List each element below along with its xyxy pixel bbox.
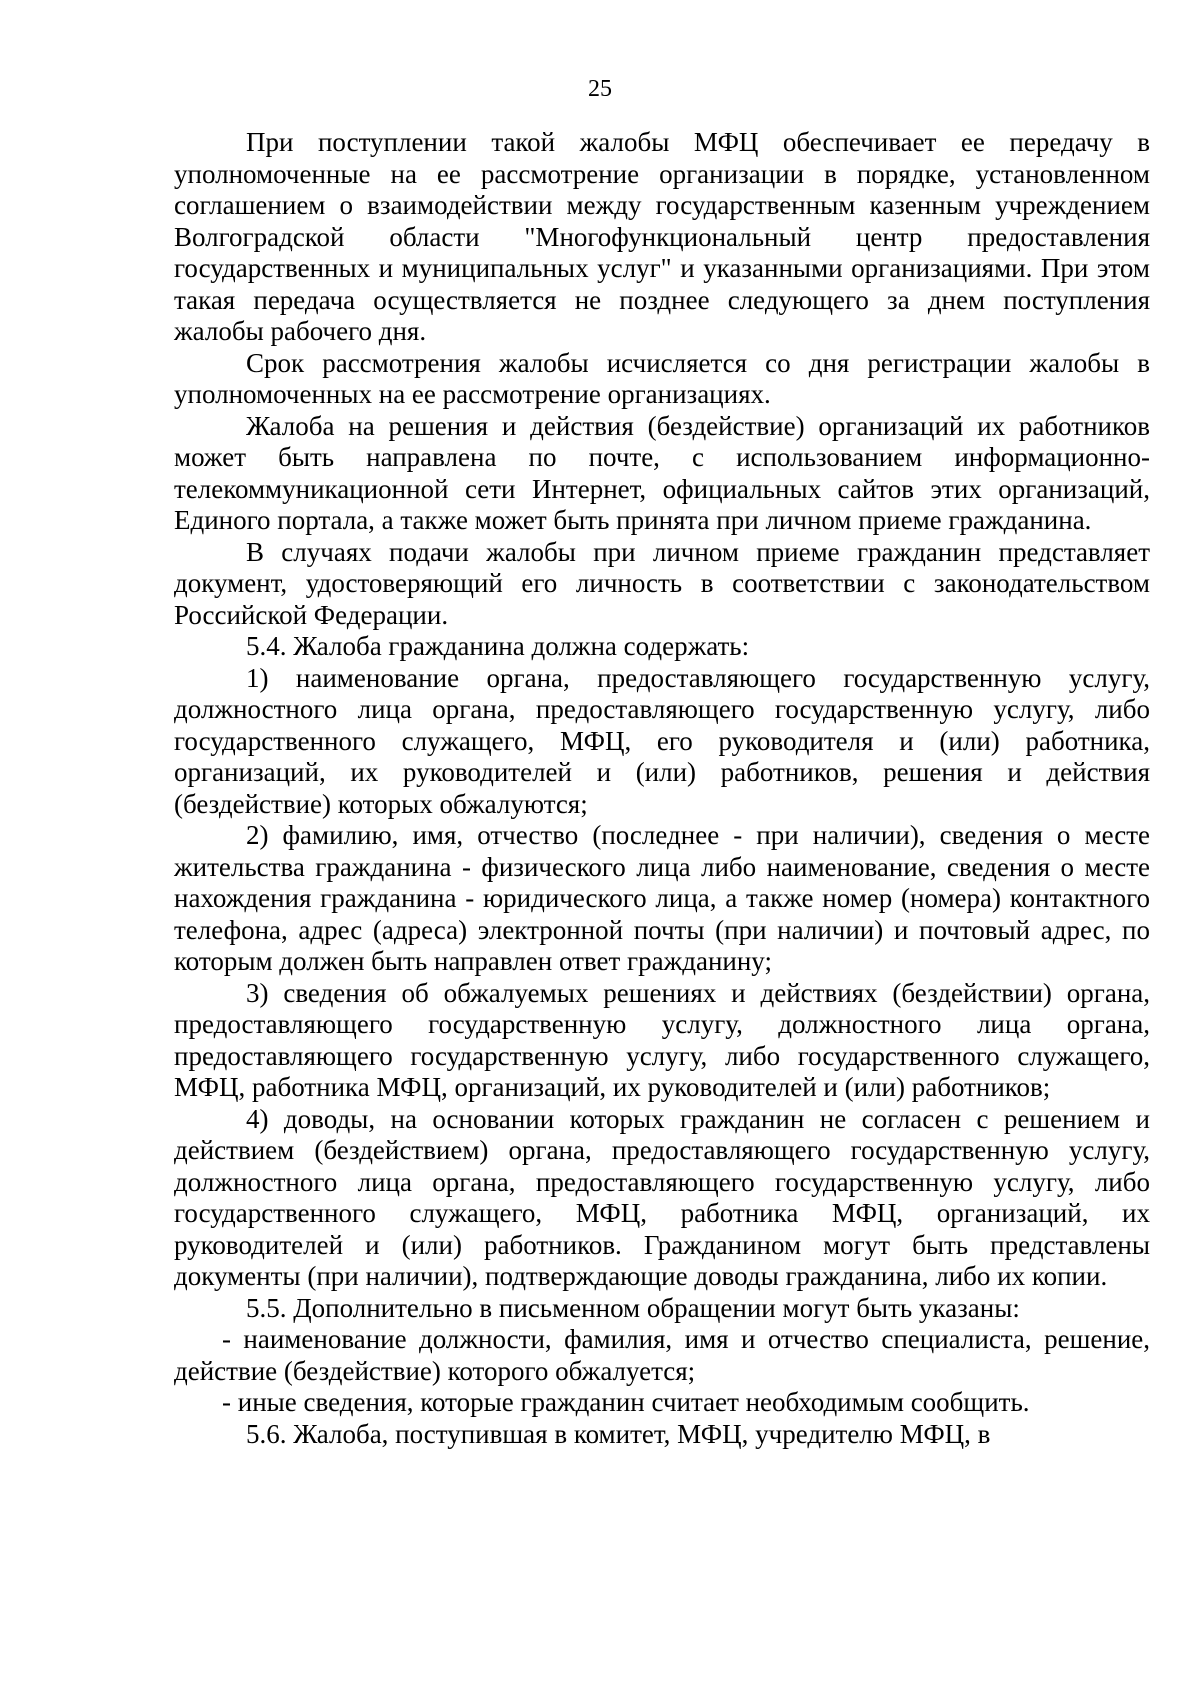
- list-item-2: 2) фамилию, имя, отчество (последнее - при наличии), сведения о месте жительства гражданина - физического лица либо наименование, сведения о месте нахождения гражданина - юридического лица, а также номер (номера) контактного телефона, адрес (адреса) электронной почты (при наличии) и почтовый адрес, по которым должен быть направлен ответ гражданину;: [174, 820, 1150, 976]
- dash-item-position: - наименование должности, фамилия, имя и отчество специалиста, решение, действие (бездействие) которого обжалуется;: [174, 1324, 1150, 1386]
- section-heading-5-4: 5.4. Жалоба гражданина должна содержать:: [246, 631, 750, 661]
- dash-item-other-info: - иные сведения, которые гражданин считает необходимым сообщить.: [222, 1387, 1030, 1417]
- paragraph-complaint-transfer: При поступлении такой жалобы МФЦ обеспечивает ее передачу в уполномоченные на ее рассмотрение организации в порядке, установленном соглашением о взаимодействии между государственным казенным учреждением Волгоградской области "Многофункциональный центр предоставления государственных и муниципальных услуг" и указанными организациями. При этом такая передача осуществляется не позднее следующего за днем поступления жалобы рабочего дня.: [174, 127, 1150, 346]
- list-item-1: 1) наименование органа, предоставляющего государственную услугу, должностного лица органа, предоставляющего государственную услугу, либо государственного служащего, МФЦ, его руководителя и (или) работника, организаций, их руководителей и (или) работников, решения и действия (бездействие) которых обжалуются;: [174, 662, 1150, 819]
- paragraph-identity-document: В случаях подачи жалобы при личном приеме гражданин представляет документ, удостоверяющий его личность в соответствии с законодательством Российской Федерации.: [174, 536, 1150, 630]
- page-number: 25: [588, 76, 612, 102]
- list-item-3: 3) сведения об обжалуемых решениях и действиях (бездействии) органа, предоставляющего государственную услугу, должностного лица органа, предоставляющего государственную услугу, либо государственного служащего, МФЦ, работника МФЦ, организаций, их руководителей и (или) работников;: [174, 977, 1150, 1102]
- paragraph-review-period: Срок рассмотрения жалобы исчисляется со дня регистрации жалобы в уполномоченных на ее рассмотрение организациях.: [174, 347, 1150, 409]
- list-item-4: 4) доводы, на основании которых гражданин не согласен с решением и действием (бездействием) органа, предоставляющего государственную услугу, должностного лица органа, предоставляющего государственную услугу, либо государственного служащего, МФЦ, работника МФЦ, организаций, их руководителей и (или) работников. Гражданином могут быть представлены документы (при наличии), подтверждающие доводы гражданина, либо их копии.: [174, 1103, 1150, 1291]
- section-heading-5-6: 5.6. Жалоба, поступившая в комитет, МФЦ, учредителю МФЦ, в: [246, 1418, 991, 1449]
- section-heading-5-5: 5.5. Дополнительно в письменном обращении могут быть указаны:: [246, 1292, 1020, 1323]
- document-body: [174, 127, 1150, 1450]
- paragraph-submission-channels: Жалоба на решения и действия (бездействие) организаций их работников может быть направлена по почте, с использованием информационно-телекоммуникационной сети Интернет, официальных сайтов этих организаций, Единого портала, а также может быть принята при личном приеме гражданина.: [174, 410, 1150, 535]
